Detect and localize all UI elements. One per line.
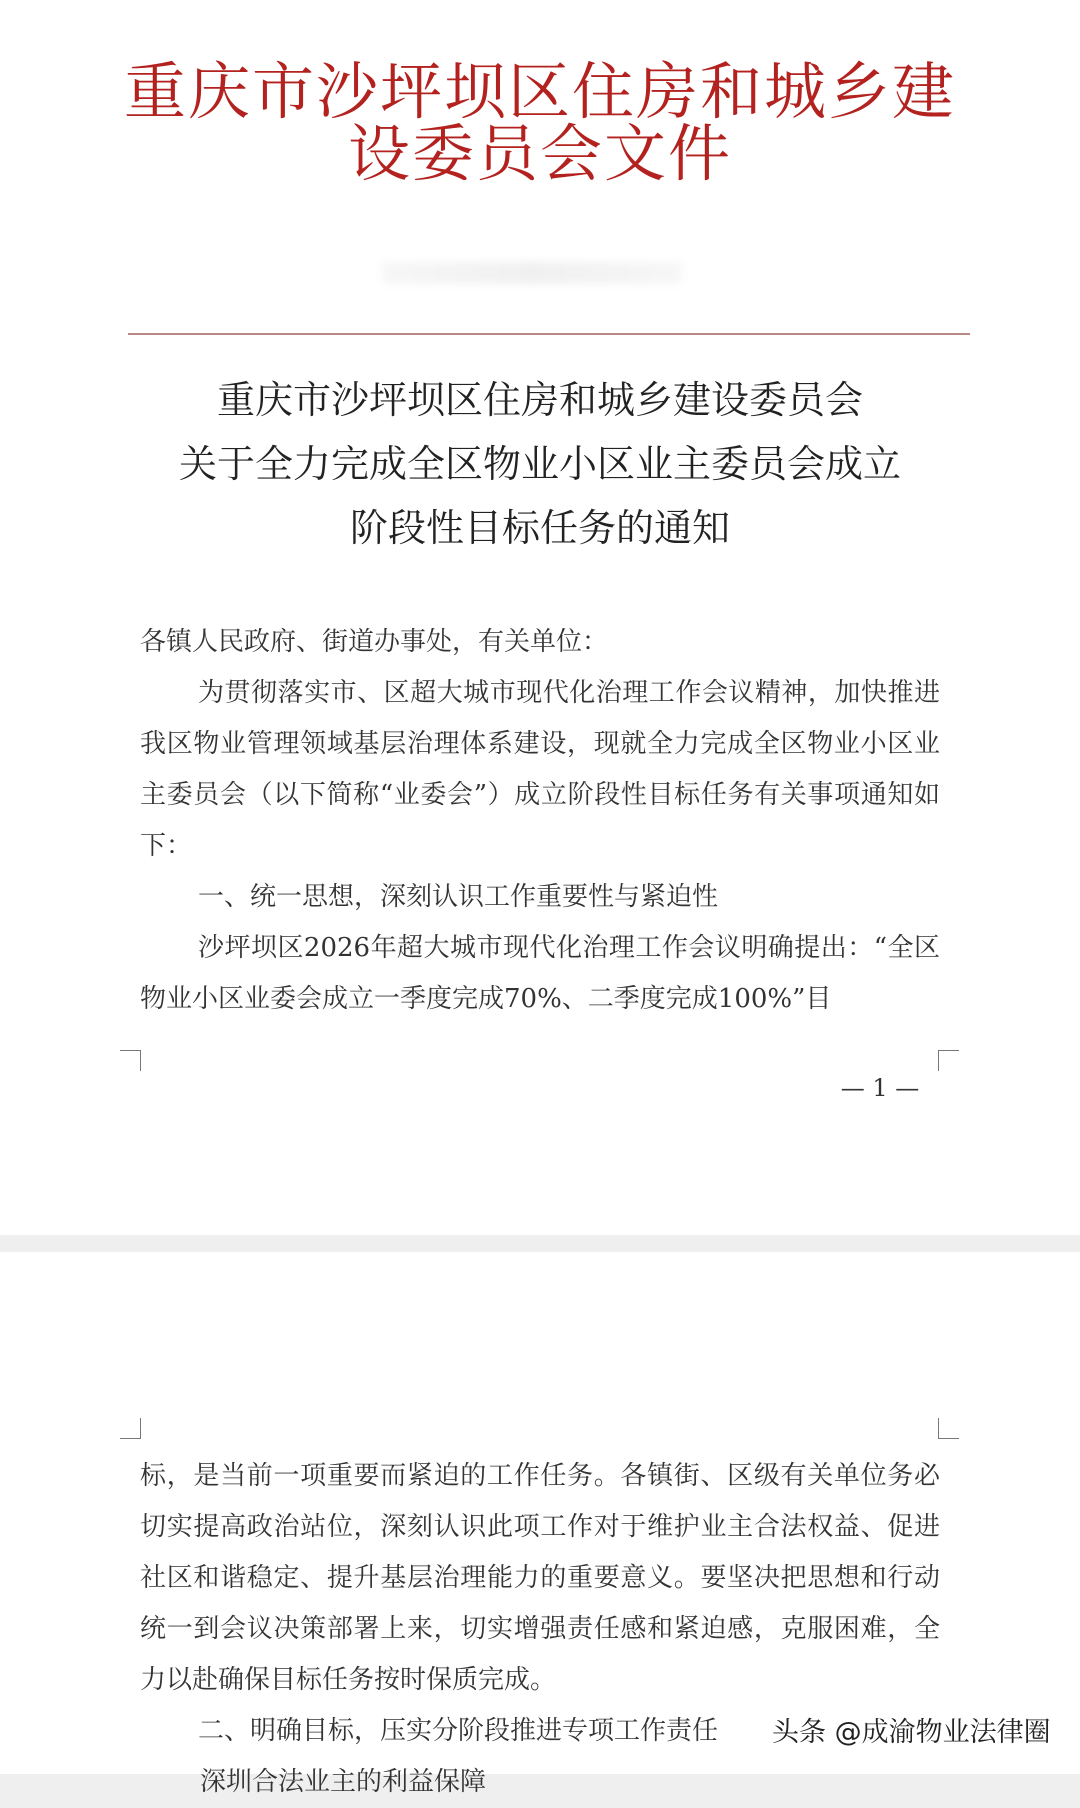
page-corner-mark — [938, 1050, 959, 1071]
header-divider — [128, 333, 970, 335]
section1-paragraph-continued: 标，是当前一项重要而紧迫的工作任务。各镇街、区级有关单位务必切实提高政治站位，深刻认识此项工作对于维护业主合法权益、促进社区和谐稳定、提升基层治理能力的重要意义。要坚决把思想和行动统一到会议决策部署上来，切实增强责任感和紧迫感，克服困难，全力以赴确保目标任务按时保质完成。 — [140, 1461, 940, 1695]
notice-title-line2: 关于全力完成全区物业小区业主委员会成立 — [178, 442, 901, 486]
source-watermark: 头条 @成渝物业法律圈 — [772, 1717, 1051, 1748]
agency-header-line2: 设委员会文件 — [347, 117, 732, 190]
agency-header-line1: 重庆市沙坪坝区住房和城乡建 — [123, 55, 956, 128]
page-corner-mark — [938, 1418, 959, 1439]
notice-title-line3: 阶段性目标任务的通知 — [349, 506, 730, 550]
notice-title-line1: 重庆市沙坪坝区住房和城乡建设委员会 — [216, 378, 863, 422]
page-number: — 1 — — [840, 1074, 920, 1102]
section1-paragraph-start: 沙坪坝区2026年超大城市现代化治理工作会议明确提出：“全区物业小区业委会成立一季度完成70%、二季度完成100%”目 — [140, 933, 940, 1014]
addressee: 各镇人民政府、街道办事处，有关单位： — [140, 627, 609, 657]
intro-paragraph: 为贯彻落实市、区超大城市现代化治理工作会议精神，加快推进我区物业管理领域基层治理体系建设，现就全力完成全区物业小区业主委员会（以下简称“业委会”）成立阶段性目标任务有关事项通知如下： — [140, 678, 940, 861]
page-corner-mark — [120, 1418, 141, 1439]
section-heading-2: 二、明确目标，压实分阶段推进专项工作责任 — [198, 1716, 719, 1746]
cutoff-line: 深圳合法业主的利益保障 — [200, 1767, 487, 1797]
section-heading-1: 一、统一思想，深刻认识工作重要性与紧迫性 — [198, 882, 719, 912]
document-number-redacted — [382, 262, 682, 284]
page-corner-mark — [120, 1050, 141, 1071]
